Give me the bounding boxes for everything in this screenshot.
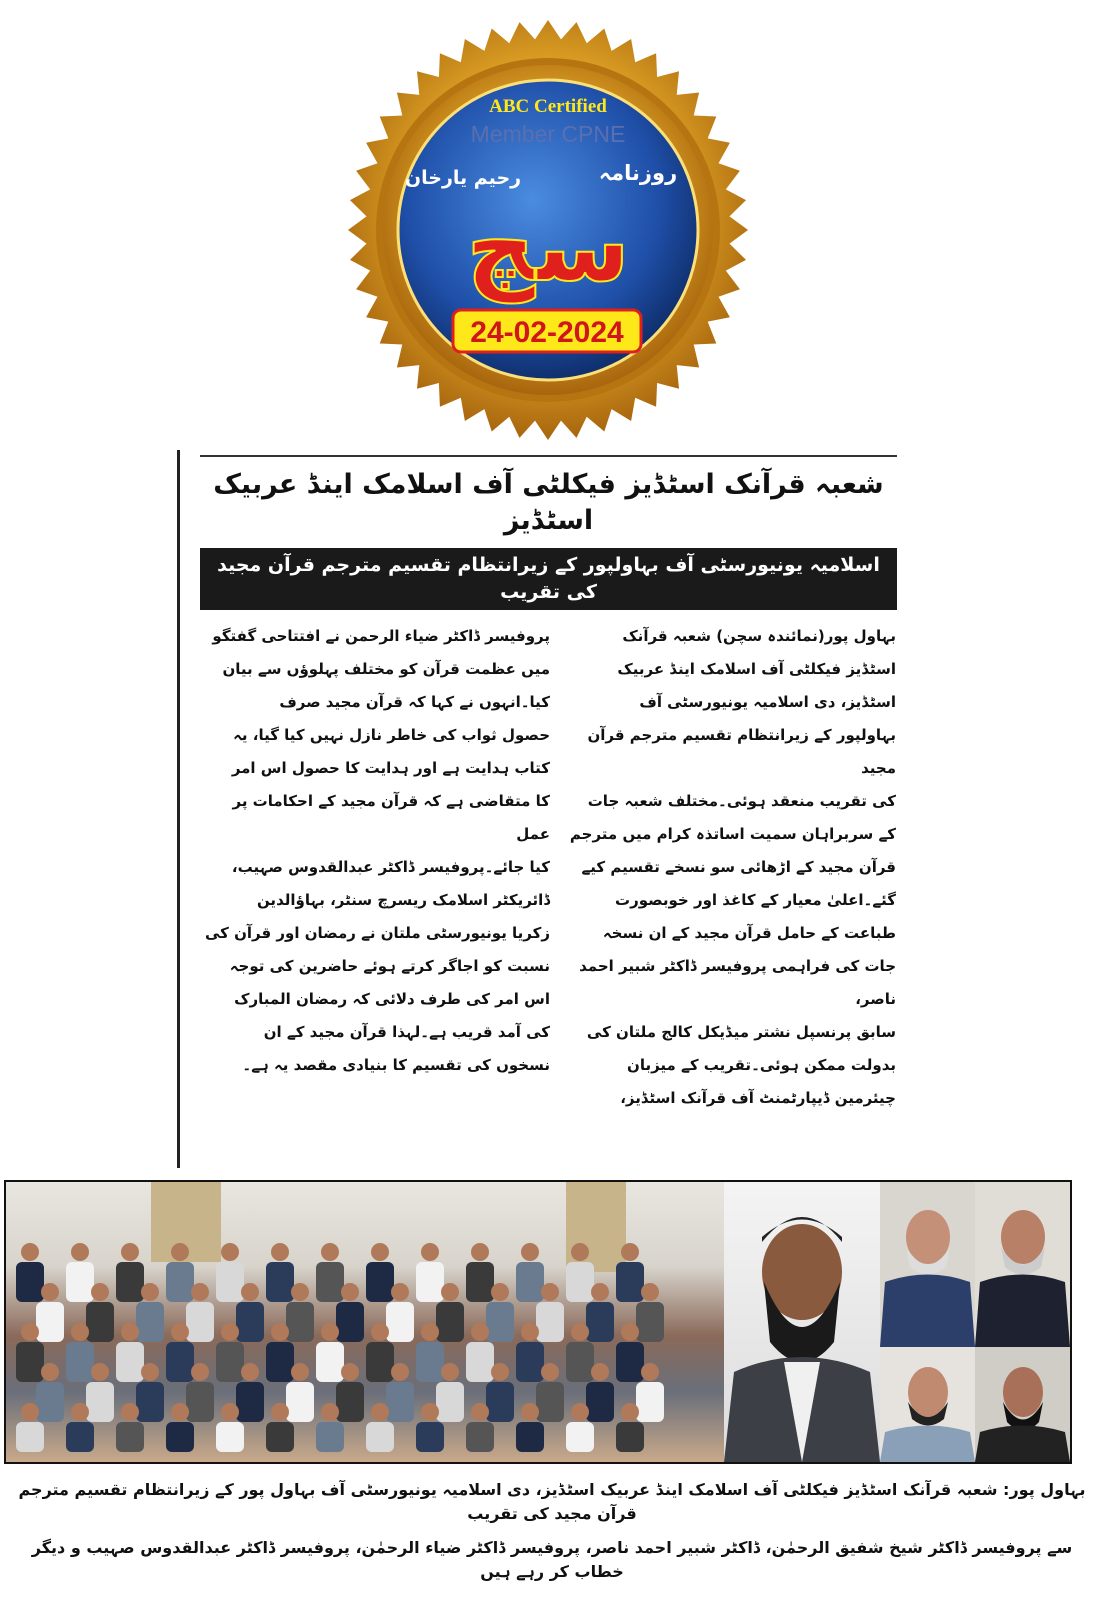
attendee-head xyxy=(621,1243,639,1261)
attendee-head xyxy=(491,1283,509,1301)
attendee xyxy=(536,1382,564,1422)
attendee xyxy=(636,1302,664,1342)
article-line: حصول ثواب کی خاطر نازل نہیں کیا گیا، یہ xyxy=(233,726,550,744)
attendee-head xyxy=(221,1323,239,1341)
top-rule xyxy=(200,455,897,457)
attendee-head xyxy=(421,1403,439,1421)
attendee-head xyxy=(41,1283,59,1301)
attendee-head xyxy=(141,1363,159,1381)
attendee xyxy=(386,1302,414,1342)
attendee-head xyxy=(571,1403,589,1421)
article-line: سابق پرنسپل نشتر میڈیکل کالج ملتان کی xyxy=(586,1023,896,1041)
article-line: کیا۔انہوں نے کہا کہ قرآن مجید صرف xyxy=(279,693,550,711)
headline: شعبہ قرآنک اسٹڈیز فیکلٹی آف اسلامک اینڈ عربیک اسٹڈیز xyxy=(213,469,884,536)
article-line: کے سربراہان سمیت اساتذہ کرام میں مترجم xyxy=(569,825,896,843)
attendee xyxy=(366,1262,394,1302)
attendee xyxy=(436,1302,464,1342)
attendee-head xyxy=(221,1243,239,1261)
attendee xyxy=(586,1382,614,1422)
attendee-head xyxy=(441,1283,459,1301)
attendee xyxy=(66,1342,94,1382)
attendee xyxy=(266,1422,294,1452)
audience-illustration xyxy=(6,1182,724,1462)
attendee xyxy=(136,1382,164,1422)
attendee xyxy=(566,1422,594,1452)
attendee xyxy=(266,1342,294,1382)
article-line: اسٹڈیز، دی اسلامیہ یونیورسٹی آف xyxy=(639,693,896,711)
subheadline: اسلامیہ یونیورسٹی آف بہاولپور کے زیرانتظام تقسیم مترجم قرآن مجید کی تقریب xyxy=(200,548,897,610)
attendee-head xyxy=(321,1323,339,1341)
attendee-head xyxy=(371,1403,389,1421)
attendee xyxy=(336,1382,364,1422)
attendee-head xyxy=(391,1283,409,1301)
attendee xyxy=(86,1382,114,1422)
attendee xyxy=(436,1382,464,1422)
attendee-head xyxy=(271,1323,289,1341)
attendee-head xyxy=(121,1323,139,1341)
attendee xyxy=(316,1262,344,1302)
attendee xyxy=(36,1382,64,1422)
attendee xyxy=(16,1422,44,1452)
attendee-head xyxy=(471,1403,489,1421)
attendee xyxy=(636,1382,664,1422)
article-line: اسٹڈیز فیکلٹی آف اسلامک اینڈ عربیک xyxy=(617,660,896,678)
newspaper-seal-logo xyxy=(348,12,748,452)
attendee-head xyxy=(271,1243,289,1261)
attendee xyxy=(166,1422,194,1452)
attendee xyxy=(316,1342,344,1382)
article-line: کا متقاضی ہے کہ قرآن مجید کے احکامات پر عمل xyxy=(232,792,550,843)
attendee-head xyxy=(621,1403,639,1421)
speaker-photo-4 xyxy=(975,1347,1070,1462)
attendee xyxy=(516,1342,544,1382)
attendee xyxy=(466,1342,494,1382)
attendee-head xyxy=(421,1243,439,1261)
article-line: بہاولپور کے زیرانتظام تقسیم مترجم قرآن مجید xyxy=(587,726,896,777)
attendee xyxy=(416,1262,444,1302)
attendee-head xyxy=(121,1243,139,1261)
attendee-head xyxy=(521,1403,539,1421)
attendee xyxy=(166,1342,194,1382)
attendee-head xyxy=(571,1243,589,1261)
newspaper-name: سچ xyxy=(466,191,630,303)
attendee-head xyxy=(21,1323,39,1341)
article-line: گئے۔اعلیٰ معیار کے کاغذ اور خوبصورت xyxy=(615,891,896,909)
article-line: کی آمد قریب ہے۔لہذا قرآن مجید کے ان xyxy=(263,1023,550,1041)
attendee-head xyxy=(391,1363,409,1381)
attendee xyxy=(536,1302,564,1342)
attendee-head xyxy=(221,1403,239,1421)
attendee xyxy=(386,1382,414,1422)
attendee xyxy=(316,1422,344,1452)
attendee-head xyxy=(371,1323,389,1341)
attendee-head xyxy=(291,1283,309,1301)
attendee-head xyxy=(341,1283,359,1301)
attendee xyxy=(186,1382,214,1422)
attendee xyxy=(366,1342,394,1382)
attendee-head xyxy=(521,1243,539,1261)
issue-date: 24-02-2024 xyxy=(470,316,624,349)
attendee xyxy=(86,1302,114,1342)
attendee xyxy=(416,1422,444,1452)
article-line: ڈائریکٹر اسلامک ریسرچ سنٹر، بہاؤالدین xyxy=(256,891,550,909)
attendee xyxy=(216,1342,244,1382)
attendee xyxy=(416,1342,444,1382)
attendee xyxy=(36,1302,64,1342)
attendee xyxy=(236,1302,264,1342)
attendee-head xyxy=(171,1403,189,1421)
attendee xyxy=(616,1342,644,1382)
attendee-head xyxy=(441,1363,459,1381)
attendee xyxy=(236,1382,264,1422)
attendee xyxy=(66,1422,94,1452)
article-line: پروفیسر ڈاکٹر ضیاء الرحمن نے افتتاحی گفتگو xyxy=(212,627,550,645)
attendee-head xyxy=(321,1243,339,1261)
attendee-head xyxy=(91,1283,109,1301)
attendee xyxy=(516,1422,544,1452)
attendee-head xyxy=(171,1323,189,1341)
article-line: قرآن مجید کے اڑھائی سو نسخے تقسیم کیے xyxy=(581,858,896,876)
attendee xyxy=(166,1262,194,1302)
attendee xyxy=(66,1262,94,1302)
article-line: اس امر کی طرف دلائی کہ رمضان المبارک xyxy=(234,990,550,1008)
attendee-head xyxy=(241,1283,259,1301)
attendee-head xyxy=(71,1403,89,1421)
attendee-head xyxy=(641,1283,659,1301)
article-line: زکریا یونیورسٹی ملتان نے رمضان اور قرآن کی xyxy=(204,924,550,942)
attendee-head xyxy=(21,1243,39,1261)
attendee xyxy=(116,1342,144,1382)
speaker-photo-2 xyxy=(975,1182,1070,1347)
attendee xyxy=(616,1422,644,1452)
attendee-head xyxy=(641,1363,659,1381)
attendee xyxy=(116,1262,144,1302)
attendee xyxy=(616,1262,644,1302)
article-column-right xyxy=(566,620,896,1115)
attendee xyxy=(466,1422,494,1452)
daily-label: روزنامہ xyxy=(598,161,678,185)
attendee-head xyxy=(421,1323,439,1341)
column-divider-line xyxy=(177,450,180,1168)
attendee xyxy=(16,1262,44,1302)
attendee xyxy=(216,1262,244,1302)
attendee xyxy=(336,1302,364,1342)
attendee-head xyxy=(371,1243,389,1261)
speaker-photo-1 xyxy=(880,1182,975,1347)
audience-photo xyxy=(6,1182,724,1462)
attendee-head xyxy=(121,1403,139,1421)
attendee-head xyxy=(521,1323,539,1341)
attendee-head xyxy=(271,1403,289,1421)
attendee xyxy=(516,1262,544,1302)
attendee-head xyxy=(591,1283,609,1301)
attendee xyxy=(216,1422,244,1452)
attendee xyxy=(286,1302,314,1342)
article-line: نسخوں کی تقسیم کا بنیادی مقصد یہ ہے۔ xyxy=(242,1056,550,1074)
attendee xyxy=(16,1342,44,1382)
attendee-head xyxy=(71,1243,89,1261)
attendee-head xyxy=(71,1323,89,1341)
attendee xyxy=(566,1262,594,1302)
attendee-head xyxy=(91,1363,109,1381)
membership-text: Member CPNE xyxy=(470,121,626,147)
article-line: کی تقریب منعقد ہوئی۔مختلف شعبہ جات xyxy=(587,792,896,810)
photo-caption-line-1: بہاول پور: شعبہ قرآنک اسٹڈیز فیکلٹی آف اسلامک اینڈ عربیک اسٹڈیز، دی اسلامیہ یونیورسٹی آف بہاول پور کے زیرانتظام تقسیم مترجم قرآن مجید کی تقریب xyxy=(18,1480,1086,1523)
attendee-head xyxy=(241,1363,259,1381)
attendee-head xyxy=(471,1323,489,1341)
article-line: جات کی فراہمی پروفیسر ڈاکٹر شبیر احمد ناصر، xyxy=(579,957,896,1008)
attendee xyxy=(566,1342,594,1382)
attendee xyxy=(486,1302,514,1342)
attendee-head xyxy=(571,1323,589,1341)
attendee-head xyxy=(491,1363,509,1381)
attendee-head xyxy=(141,1283,159,1301)
attendee-head xyxy=(291,1363,309,1381)
attendee-head xyxy=(21,1403,39,1421)
speaker-photo-3 xyxy=(880,1347,975,1462)
article-line: کیا جائے۔پروفیسر ڈاکٹر عبدالقدوس صہیب، xyxy=(231,858,550,876)
article-line: میں عظمت قرآن کو مختلف پہلوؤں سے بیان xyxy=(222,660,550,678)
attendee xyxy=(266,1262,294,1302)
attendee xyxy=(366,1422,394,1452)
attendee-head xyxy=(541,1363,559,1381)
photo-strip xyxy=(4,1180,1072,1464)
speaker-portrait xyxy=(724,1182,880,1462)
certification-text: ABC Certified xyxy=(489,96,607,117)
attendee-head xyxy=(171,1243,189,1261)
attendee-head xyxy=(191,1283,209,1301)
attendee xyxy=(136,1302,164,1342)
attendee xyxy=(586,1302,614,1342)
attendee xyxy=(286,1382,314,1422)
article-line: کتاب ہدایت ہے اور ہدایت کا حصول اس امر xyxy=(231,759,550,777)
attendee-head xyxy=(591,1363,609,1381)
attendee-head xyxy=(471,1243,489,1261)
attendee-head xyxy=(321,1403,339,1421)
attendee xyxy=(466,1262,494,1302)
article-line: نسبت کو اجاگر کرتے ہوئے حاضرین کی توجہ xyxy=(229,957,550,975)
article-column-left xyxy=(200,620,550,1082)
attendee-head xyxy=(341,1363,359,1381)
article-line: بہاول پور(نمائندہ سچن) شعبہ قرآنک xyxy=(622,627,896,645)
attendee-head xyxy=(191,1363,209,1381)
article-line: چیئرمین ڈیپارٹمنٹ آف قرآنک اسٹڈیز، xyxy=(620,1089,896,1107)
attendee-head xyxy=(541,1283,559,1301)
attendee xyxy=(116,1422,144,1452)
attendee xyxy=(486,1382,514,1422)
attendee xyxy=(186,1302,214,1342)
attendee-head xyxy=(41,1363,59,1381)
attendee-head xyxy=(621,1323,639,1341)
article-line: طباعت کے حامل قرآن مجید کے ان نسخہ xyxy=(602,924,896,942)
city-label: رحیم یارخان xyxy=(404,167,522,189)
article-line: بدولت ممکن ہوئی۔تقریب کے میزبان xyxy=(627,1056,896,1074)
photo-caption-line-2: سے پروفیسر ڈاکٹر شیخ شفیق الرحمٰن، ڈاکٹر شبیر احمد ناصر، پروفیسر ڈاکٹر ضیاء الرحمٰن، پروفیسر ڈاکٹر عبدالقدوس صہیب و دیگر خطاب کر رہے ہیں xyxy=(31,1538,1073,1581)
